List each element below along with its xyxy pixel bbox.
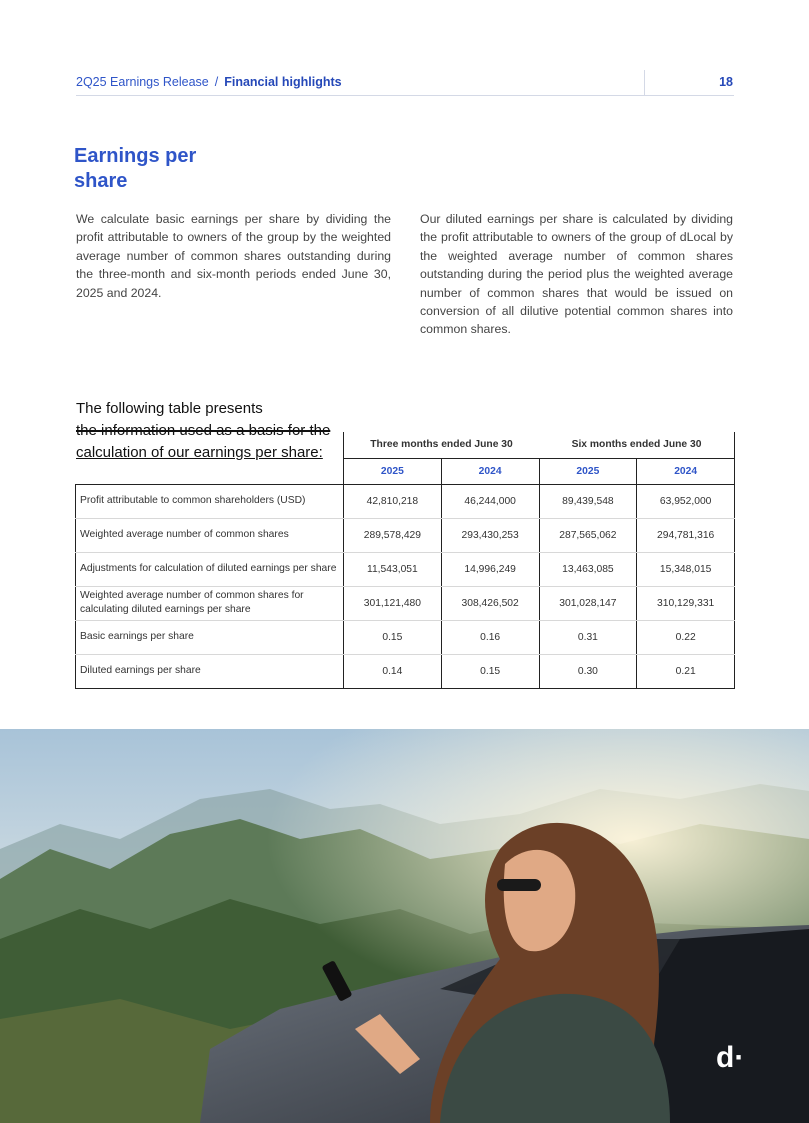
table-intro-line-2: the information used as a basis for the	[76, 422, 331, 439]
table-cell: 13,463,085	[539, 552, 637, 586]
table-cell: 0.31	[539, 620, 637, 654]
hero-photo	[0, 729, 809, 1123]
table-cell: 63,952,000	[637, 484, 735, 518]
row-label: Weighted average number of common shares for calculating diluted earnings per share	[76, 586, 344, 620]
year-header-blank	[76, 458, 344, 484]
table-cell: 289,578,429	[344, 518, 442, 552]
table-cell: 14,996,249	[441, 552, 539, 586]
table-group-header-row	[76, 432, 735, 458]
sunglasses-icon	[497, 879, 541, 891]
mountain-scene-illustration	[0, 729, 809, 1123]
row-label: Profit attributable to common shareholders (USD)	[76, 484, 344, 518]
breadcrumb-separator: /	[214, 75, 219, 89]
table-row	[76, 518, 735, 552]
table-cell: 0.16	[441, 620, 539, 654]
table-cell: 15,348,015	[637, 552, 735, 586]
section-title: Earnings per share	[74, 145, 197, 192]
table-intro-line-3: calculation of our earnings per share:	[76, 444, 323, 461]
breadcrumb-section: Financial highlights	[224, 75, 342, 89]
car-door	[650, 929, 809, 1123]
page-number: 18	[719, 75, 733, 89]
row-label: Basic earnings per share	[76, 620, 344, 654]
table-cell: 308,426,502	[441, 586, 539, 620]
table-cell: 294,781,316	[637, 518, 735, 552]
breadcrumb-document: 2Q25 Earnings Release	[76, 75, 209, 89]
group-header-three-months: Three months ended June 30	[344, 432, 540, 458]
table-corner-cell	[76, 432, 344, 458]
header-divider	[644, 70, 645, 96]
table-cell: 0.14	[344, 654, 442, 688]
table-cell: 293,430,253	[441, 518, 539, 552]
row-label: Diluted earnings per share	[76, 654, 344, 688]
breadcrumb	[76, 75, 342, 89]
table-row	[76, 654, 735, 688]
diluted-eps-paragraph: Our diluted earnings per share is calculated by dividing the profit attributable to owners of the group of dLocal by the weighted average number of common shares outstanding during the period plus the weighted average number of common shares that would be issued on conversion of all dilutive potential common shares into common shares.	[420, 212, 733, 337]
table-row	[76, 620, 735, 654]
year-header: 2025	[344, 458, 442, 484]
table-intro-line-1: The following table presents	[76, 400, 263, 417]
table-cell: 301,121,480	[344, 586, 442, 620]
year-header: 2024	[441, 458, 539, 484]
table-cell: 42,810,218	[344, 484, 442, 518]
table-row	[76, 484, 735, 518]
row-label: Weighted average number of common shares	[76, 518, 344, 552]
dlocal-logo: d·	[716, 1041, 745, 1074]
group-header-six-months: Six months ended June 30	[539, 432, 735, 458]
eps-table	[75, 432, 735, 689]
year-header: 2024	[637, 458, 735, 484]
table-cell: 0.15	[441, 654, 539, 688]
table-cell: 0.15	[344, 620, 442, 654]
table-cell: 46,244,000	[441, 484, 539, 518]
basic-eps-paragraph: We calculate basic earnings per share by dividing the profit attributable to owners of the group by the weighted average number of common shares outstanding during the three-month and six-month periods ended June 30, 2025 and 2024.	[76, 212, 391, 300]
table-cell: 0.21	[637, 654, 735, 688]
page-header	[76, 70, 734, 96]
table-row	[76, 552, 735, 586]
row-label: Adjustments for calculation of diluted earnings per share	[76, 552, 344, 586]
table-cell: 301,028,147	[539, 586, 637, 620]
table-cell: 0.30	[539, 654, 637, 688]
table-cell: 11,543,051	[344, 552, 442, 586]
table-cell: 287,565,062	[539, 518, 637, 552]
year-header: 2025	[539, 458, 637, 484]
table-cell: 89,439,548	[539, 484, 637, 518]
table-row	[76, 586, 735, 620]
table-cell: 0.22	[637, 620, 735, 654]
table-cell: 310,129,331	[637, 586, 735, 620]
table-year-header-row	[76, 458, 735, 484]
